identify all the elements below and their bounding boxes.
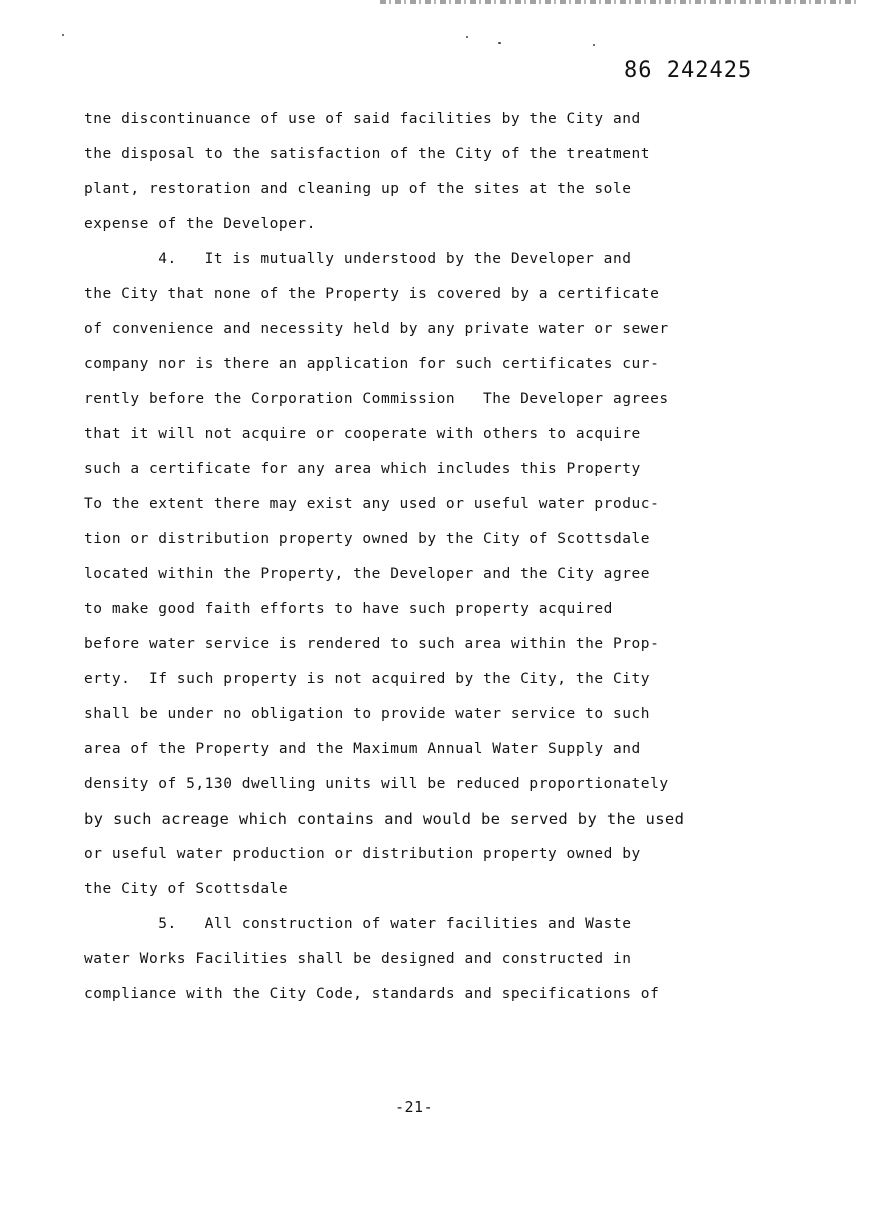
text-line: the City that none of the Property is covered by a certificate — [84, 286, 660, 302]
text-line: shall be under no obligation to provide water service to such — [84, 706, 651, 722]
text-line: area of the Property and the Maximum Annual Water Supply and — [84, 741, 641, 757]
text-line: plant, restoration and cleaning up of the sites at the sole — [84, 181, 632, 197]
text-line: tion or distribution property owned by the City of Scottsdale — [84, 531, 651, 547]
text-line: that it will not acquire or cooperate with others to acquire — [84, 426, 641, 442]
body-text — [84, 106, 764, 1016]
text-line: density of 5,130 dwelling units will be reduced proportionately — [84, 776, 669, 792]
text-line: company nor is there an application for such certificates cur- — [84, 356, 660, 372]
page-number: -21- — [395, 1098, 434, 1116]
paragraph-5-start: 5. All construction of water facilities and Waste — [84, 916, 632, 932]
text-line: erty. If such property is not acquired by the City, the City — [84, 671, 651, 687]
text-line: by such acreage which contains and would be served by the used — [84, 810, 685, 828]
text-line: water Works Facilities shall be designed and constructed in — [84, 951, 632, 967]
text-line: to make good faith efforts to have such property acquired — [84, 601, 613, 617]
text-line: compliance with the City Code, standards and specifications of — [84, 986, 660, 1002]
text-line: expense of the Developer. — [84, 216, 316, 232]
text-line: To the extent there may exist any used or useful water produc- — [84, 496, 660, 512]
text-line: before water service is rendered to such area within the Prop- — [84, 636, 660, 652]
scan-speck — [593, 44, 595, 46]
text-line: of convenience and necessity held by any private water or sewer — [84, 321, 669, 337]
text-line: the City of Scottsdale — [84, 881, 289, 897]
text-line: rently before the Corporation Commission The Developer agrees — [84, 391, 669, 407]
scan-artifact-top — [380, 0, 860, 4]
document-number: 86 242425 — [624, 58, 753, 83]
text-line: such a certificate for any area which includes this Property — [84, 461, 641, 477]
paragraph-4-start: 4. It is mutually understood by the Developer and — [84, 251, 632, 267]
scan-speck — [62, 34, 64, 36]
text-line: the disposal to the satisfaction of the City of the treatment — [84, 146, 651, 162]
scan-speck — [498, 42, 501, 44]
text-line: tne discontinuance of use of said facilities by the City and — [84, 111, 641, 127]
text-line: located within the Property, the Developer and the City agree — [84, 566, 651, 582]
text-line: or useful water production or distribution property owned by — [84, 846, 641, 862]
scan-speck — [466, 36, 468, 38]
